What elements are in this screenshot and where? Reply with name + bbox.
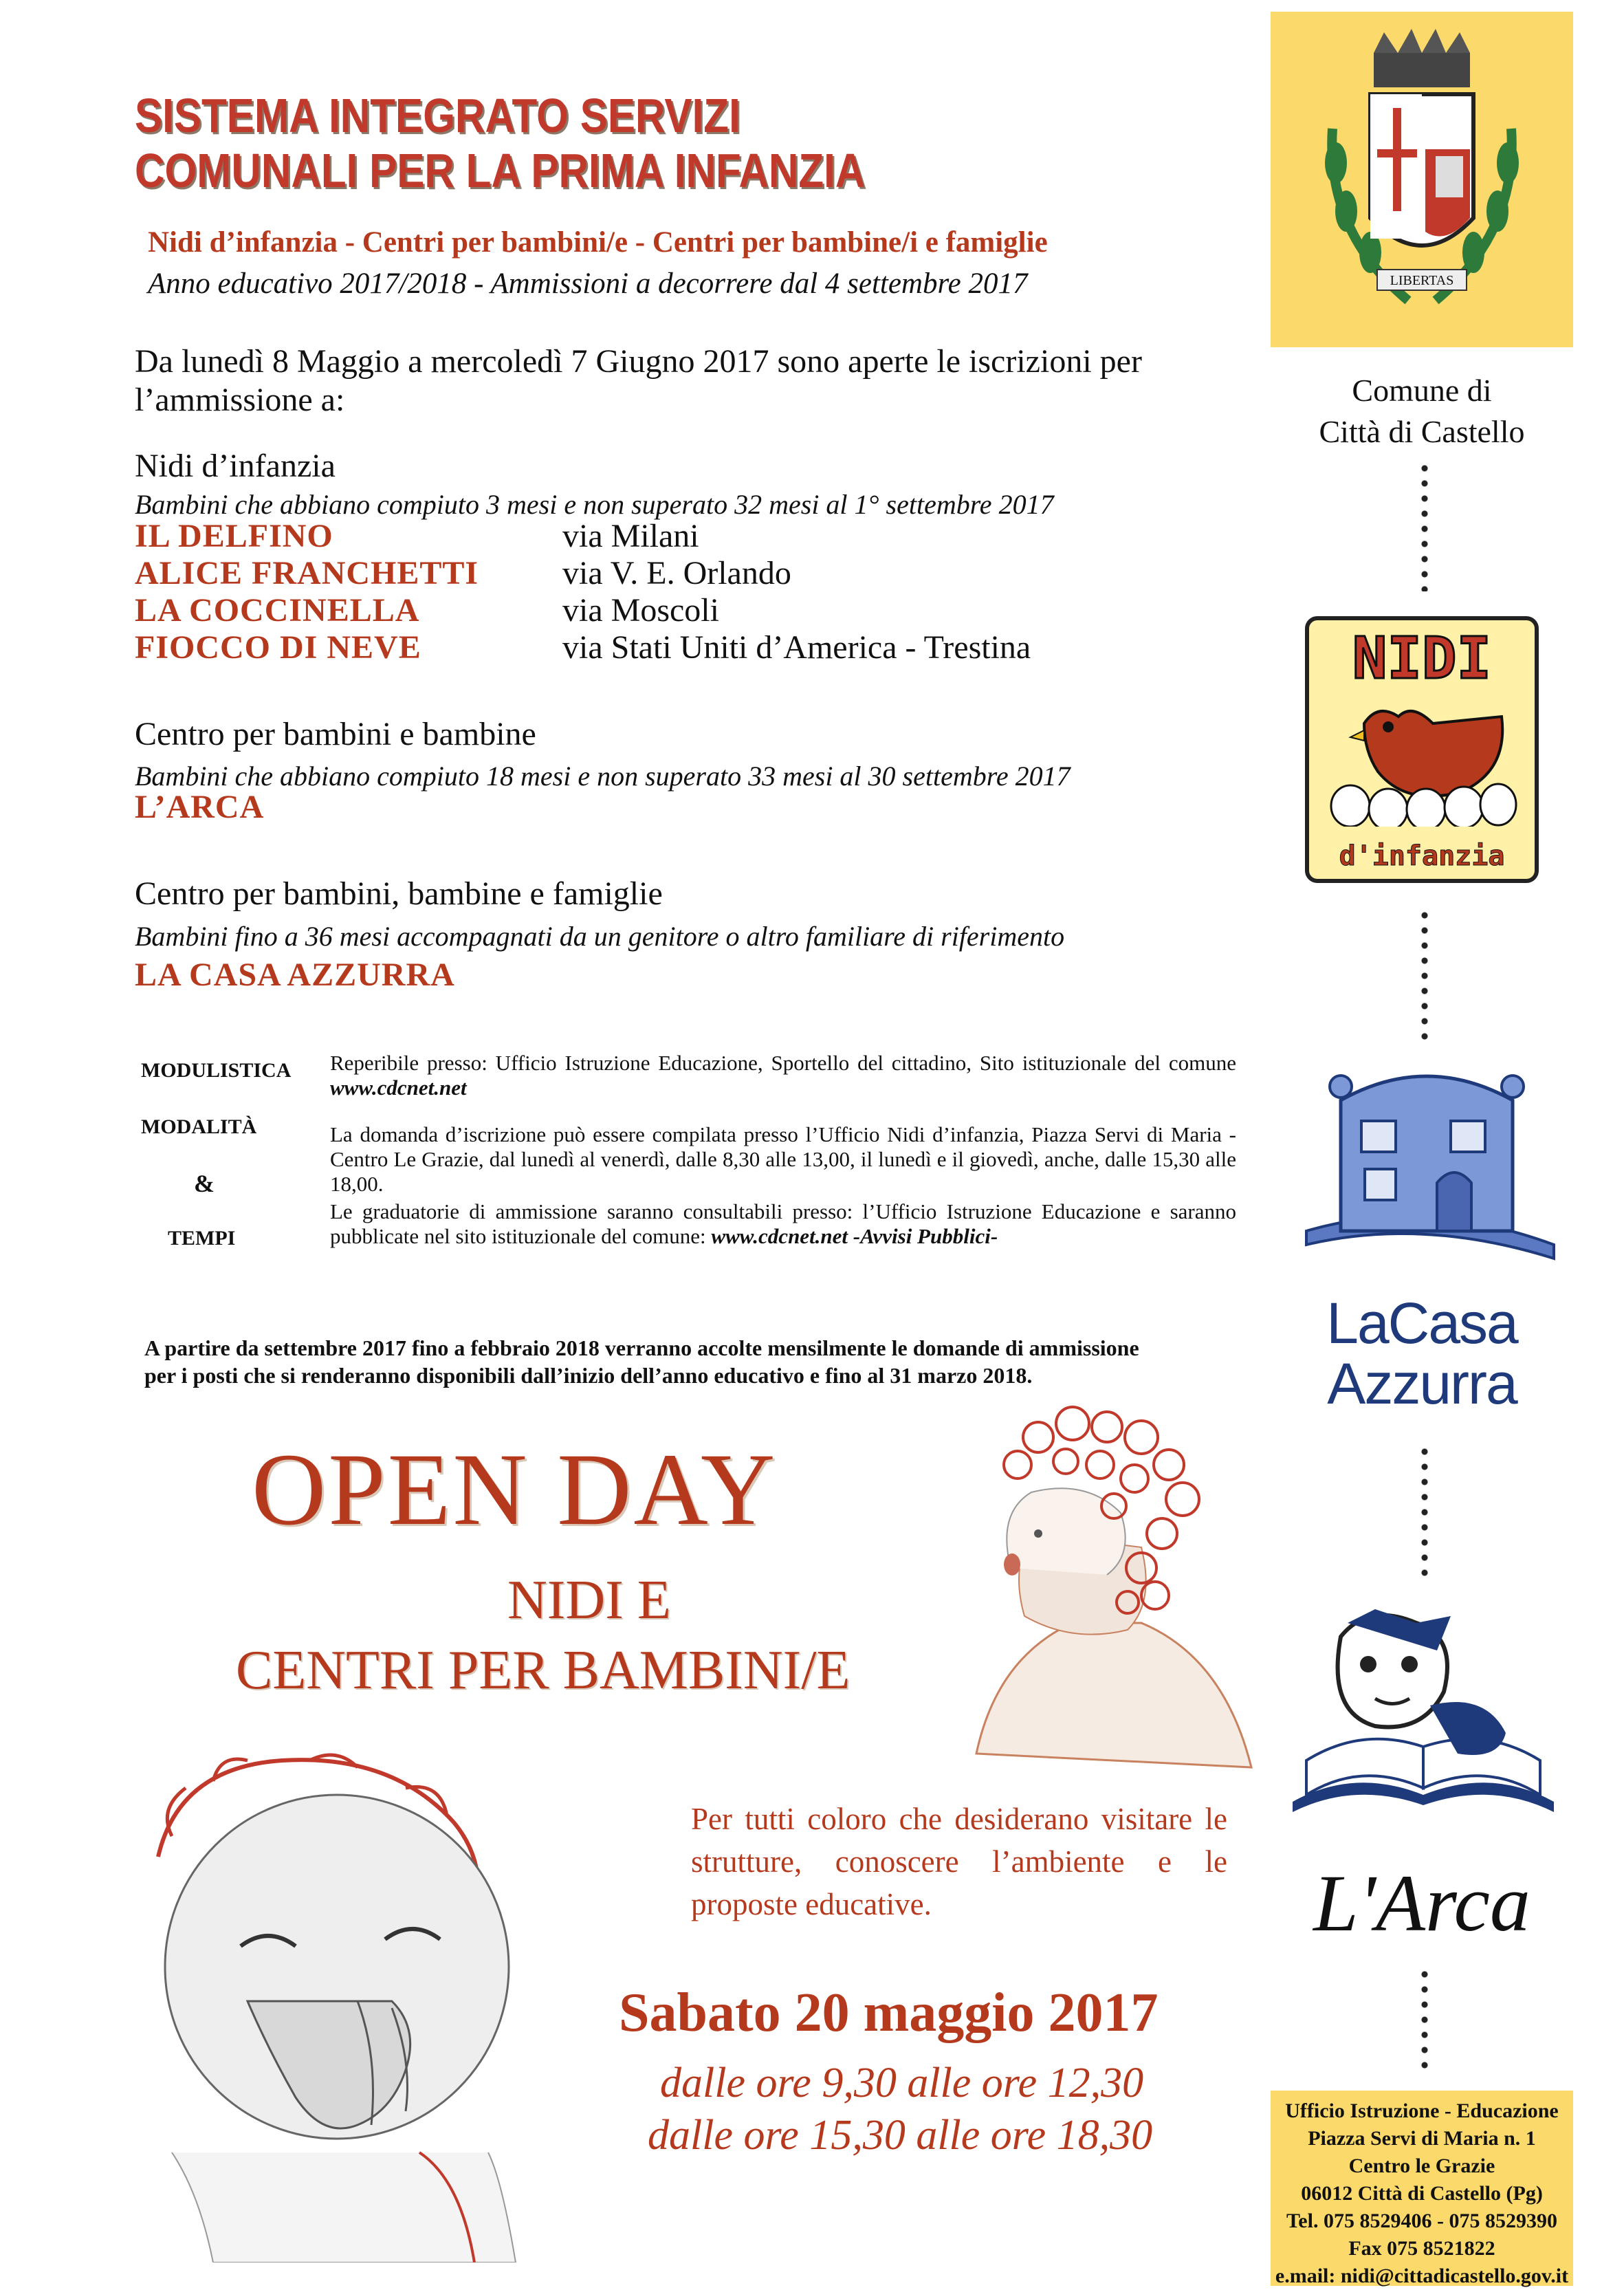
intro-paragraph: Da lunedì 8 Maggio a mercoledì 7 Giugno 2017 sono aperte le iscrizioni per l’ammissione a: bbox=[135, 343, 1142, 418]
school-year-line: Anno educativo 2017/2018 - Ammissioni a decorrere dal 4 settembre 2017 bbox=[148, 268, 1028, 300]
nidi-logo-subtitle: d'infanzia bbox=[1339, 840, 1505, 872]
crest-panel bbox=[1271, 12, 1573, 347]
ampersand-label: & bbox=[194, 1170, 215, 1197]
modulistica-body: Reperibile presso: Ufficio Istruzione Educazione, Sportello del cittadino, Sito istituzionale del comune bbox=[330, 1051, 1236, 1075]
contact-box bbox=[1271, 2091, 1573, 2286]
nidi-logo-title: NIDI bbox=[1352, 624, 1492, 692]
open-day-date: Sabato 20 maggio 2017 bbox=[619, 1983, 1159, 2043]
famiglie-note: Bambini fino a 36 mesi accompagnati da un genitore o altro familiare di riferimento bbox=[135, 921, 1065, 952]
open-day-time-afternoon: dalle ore 15,30 alle ore 18,30 bbox=[648, 2112, 1153, 2159]
centro-venue: L’ARCA bbox=[135, 789, 265, 825]
arca-logo: L'Arca bbox=[1313, 1858, 1530, 1948]
venue-address: via Milani bbox=[562, 518, 699, 554]
modulistica-label: MODULISTICA bbox=[141, 1059, 292, 1082]
open-day-title: OPEN DAY bbox=[252, 1432, 778, 1547]
dotted-separator bbox=[1420, 908, 1429, 1045]
venue-address: via Stati Uniti d’America - Trestina bbox=[562, 629, 1031, 666]
modulistica-text bbox=[330, 1051, 1236, 1100]
casa-azzurra-line-1: LaCasa bbox=[1326, 1291, 1517, 1355]
notice-line-1: A partire da settembre 2017 fino a febbraio 2018 verranno accolte mensilmente le domande di ammissione bbox=[144, 1335, 1139, 1360]
venue-name: FIOCCO DI NEVE bbox=[135, 629, 421, 666]
open-day-time-morning: dalle ore 9,30 alle ore 12,30 bbox=[660, 2060, 1144, 2106]
casa-azzurra-line-2: Azzurra bbox=[1327, 1351, 1517, 1416]
dotted-separator bbox=[1420, 461, 1429, 591]
title-line-2: COMUNALI PER LA PRIMA INFANZIA bbox=[135, 144, 866, 197]
centro-note: Bambini che abbiano compiuto 18 mesi e non superato 33 mesi al 30 settembre 2017 bbox=[135, 761, 1071, 792]
modulistica-site-link[interactable]: www.cdcnet.net bbox=[330, 1076, 467, 1100]
tempi-body: Le graduatorie di ammissione saranno consultabili presso: l’Ufficio Istruzione Educazione e saranno pubblicate nel sito istituzionale del comune: bbox=[330, 1199, 1236, 1248]
contact-phone: Tel. 075 8529406 - 075 8529390 bbox=[1286, 2210, 1557, 2232]
admission-notice bbox=[144, 1334, 1251, 1389]
nidi-heading: Nidi d’infanzia bbox=[135, 448, 336, 484]
casa-azzurra-logo bbox=[1271, 1293, 1573, 1414]
venue-address: via V. E. Orlando bbox=[562, 555, 791, 591]
house-icon bbox=[1279, 1059, 1568, 1279]
crest-motto: LIBERTAS bbox=[1390, 273, 1454, 288]
tempi-label: TEMPI bbox=[168, 1227, 236, 1250]
hen-icon bbox=[1323, 689, 1522, 827]
child-illustration-curly bbox=[935, 1396, 1265, 1781]
contact-line: 06012 Città di Castello (Pg) bbox=[1301, 2182, 1543, 2205]
reading-child-icon bbox=[1279, 1595, 1568, 1822]
comune-name bbox=[1271, 370, 1573, 452]
venue-name: LA COCCINELLA bbox=[135, 592, 420, 629]
subtitle: Nidi d’infanzia - Centri per bambini/e - Centri per bambine/i e famiglie bbox=[148, 226, 1048, 259]
open-day-invite: Per tutti coloro che desiderano visitare le strutture, conoscere l’ambiente e le proposte educative. bbox=[691, 1802, 1227, 1921]
dotted-separator bbox=[1420, 1967, 1429, 2070]
famiglie-venue: LA CASA AZZURRA bbox=[135, 957, 455, 993]
contact-line: Centro le Grazie bbox=[1348, 2155, 1495, 2177]
open-day-sub-2: CENTRI PER BAMBINI/E bbox=[236, 1640, 851, 1701]
contact-line: Ufficio Istruzione - Educazione bbox=[1285, 2100, 1559, 2122]
nidi-note: Bambini che abbiano compiuto 3 mesi e non superato 32 mesi al 1° settembre 2017 bbox=[135, 489, 1054, 520]
contact-email-link[interactable]: e.mail: nidi@cittadicastello.gov.it bbox=[1275, 2265, 1569, 2287]
comune-line-1: Comune di bbox=[1352, 373, 1492, 408]
contact-fax: Fax 075 8521822 bbox=[1348, 2237, 1495, 2260]
modalita-label: MODALITÀ bbox=[141, 1115, 257, 1138]
arca-illustration bbox=[1279, 1595, 1568, 1822]
contact-line: Piazza Servi di Maria n. 1 bbox=[1308, 2127, 1536, 2150]
famiglie-heading: Centro per bambini, bambine e famiglie bbox=[135, 875, 663, 912]
notice-line-2: per i posti che si renderanno disponibili dall’inizio dell’anno educativo e fino al 31 marzo 2018. bbox=[144, 1363, 1033, 1388]
tempi-site-link[interactable]: www.cdcnet.net -Avvisi Pubblici- bbox=[711, 1224, 998, 1248]
coat-of-arms-icon bbox=[1271, 12, 1573, 347]
venue-address: via Moscoli bbox=[562, 592, 719, 629]
centro-heading: Centro per bambini e bambine bbox=[135, 716, 536, 752]
title-line-1: SISTEMA INTEGRATO SERVIZI bbox=[135, 89, 740, 142]
modalita-text: La domanda d’iscrizione può essere compilata presso l’Ufficio Nidi d’infanzia, Piazza Servi di Maria - Centro Le Grazie, dal lunedì al venerdì, dalle 8,30 alle 13,00, il lunedì e il giovedì, anche, dalle 15,30 alle 18,00. bbox=[330, 1122, 1236, 1196]
comune-line-2: Città di Castello bbox=[1319, 414, 1525, 449]
tempi-text bbox=[330, 1199, 1236, 1249]
house-illustration bbox=[1279, 1059, 1568, 1279]
venue-name: IL DELFINO bbox=[135, 518, 333, 554]
baby-illustration-laughing bbox=[131, 1740, 584, 2262]
nidi-logo bbox=[1305, 616, 1539, 883]
venue-name: ALICE FRANCHETTI bbox=[135, 555, 479, 591]
dotted-separator bbox=[1420, 1444, 1429, 1582]
open-day-sub-1: NIDI E bbox=[507, 1570, 671, 1631]
